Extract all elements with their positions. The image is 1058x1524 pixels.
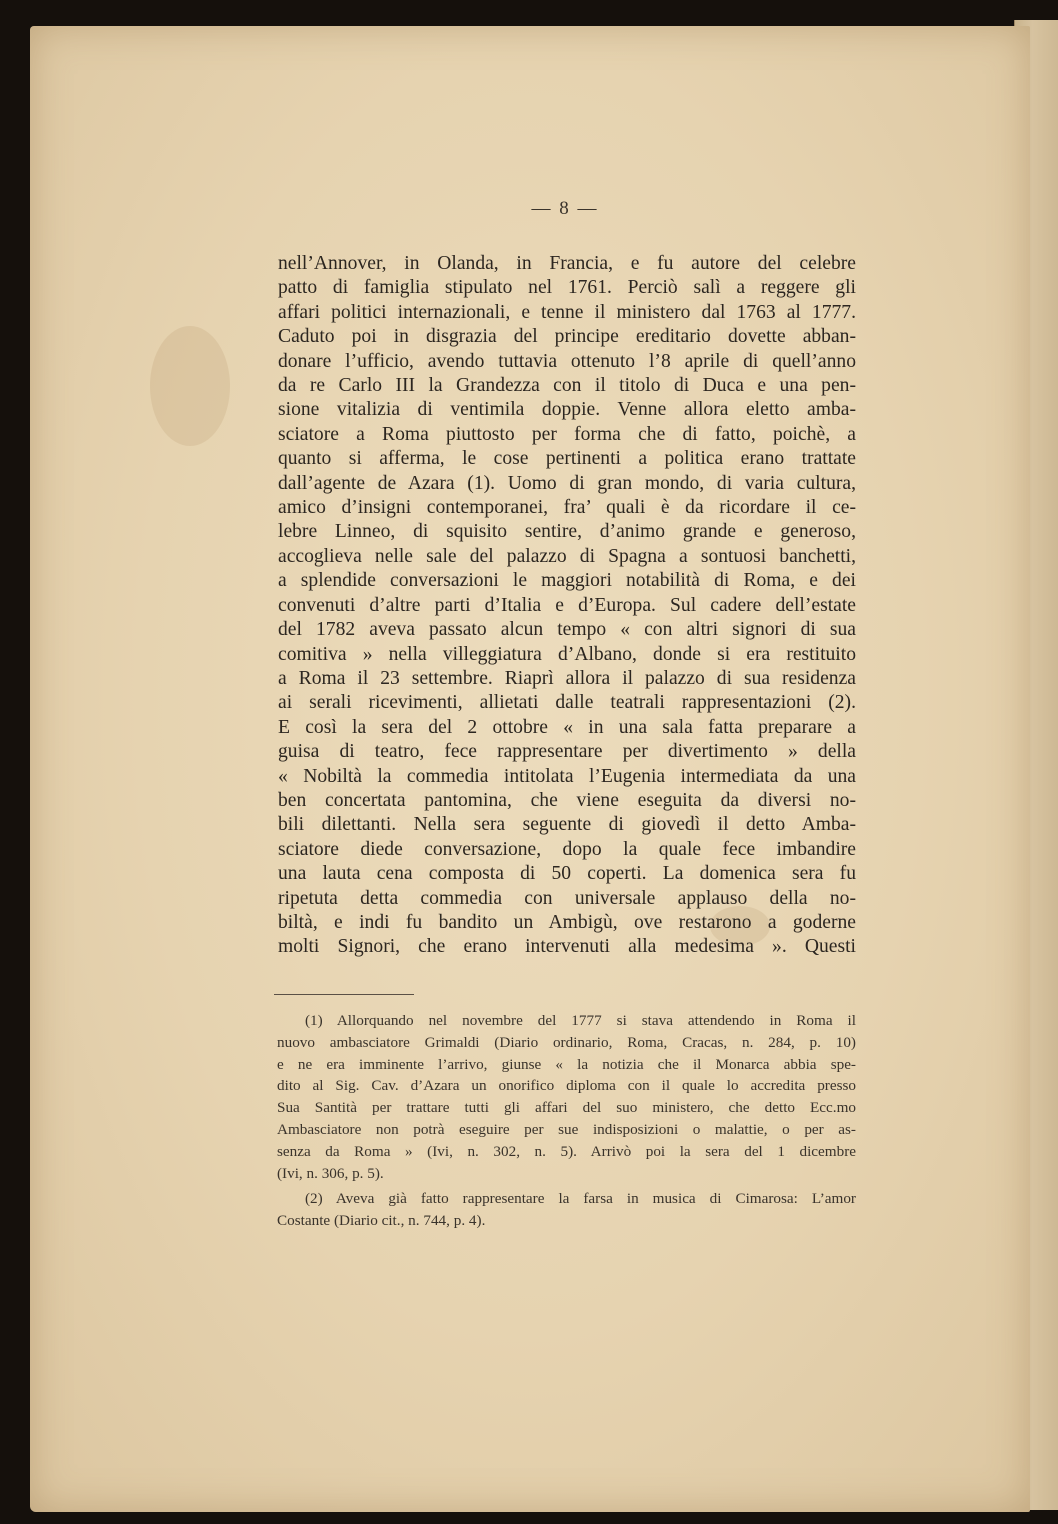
body-line: patto di famiglia stipulato nel 1761. Perciò salì a reggere gli xyxy=(278,277,856,299)
body-line: del 1782 aveva passato alcun tempo « con altri signori di sua xyxy=(278,619,856,641)
body-line: lebre Linneo, di squisito sentire, d’animo grande e generoso, xyxy=(278,521,856,543)
body-line: dall’agente de Azara (1). Uomo di gran mondo, di varia cultura, xyxy=(278,472,856,494)
body-line: sciatore a Roma piuttosto per forma che di fatto, poichè, a xyxy=(278,423,856,445)
body-line: ripetuta detta commedia con universale applauso della no- xyxy=(278,887,856,909)
footnotes xyxy=(277,1010,856,1232)
body-line: da re Carlo III la Grandezza con il titolo di Duca e una pen- xyxy=(278,375,856,397)
body-line: a splendide conversazioni le maggiori notabilità di Roma, e dei xyxy=(278,570,856,592)
body-line: ben concertata pantomina, che viene eseguita da diversi no- xyxy=(278,789,856,811)
body-line: E così la sera del 2 ottobre « in una sala fatta preparare a xyxy=(278,716,856,738)
footnote-line: dito al Sig. Cav. d’Azara un onorifico diploma con il quale lo accredita presso xyxy=(277,1077,856,1095)
body-line: nell’Annover, in Olanda, in Francia, e fu autore del celebre xyxy=(278,253,856,274)
body-line: a Roma il 23 settembre. Riaprì allora il palazzo di sua residenza xyxy=(278,667,856,689)
body-line: Caduto poi in disgrazia del principe ereditario dovette abban- xyxy=(278,326,856,348)
body-line: sione vitalizia di ventimila doppie. Venne allora eletto amba- xyxy=(278,399,856,421)
body-line: biltà, e indi fu bandito un Ambigù, ove restarono a goderne xyxy=(278,911,856,933)
body-line: affari politici internazionali, e tenne il ministero dal 1763 al 1777. xyxy=(278,301,856,323)
footnote-line: Costante (Diario cit., n. 744, p. 4). xyxy=(277,1212,486,1230)
page-number: — 8 — xyxy=(531,198,599,219)
body-line: una lauta cena composta di 50 coperti. La domenica sera fu xyxy=(278,863,856,885)
body-line: quanto si afferma, le cose pertinenti a politica erano trattate xyxy=(278,448,856,470)
footnote-line: e ne era imminente l’arrivo, giunse « la notizia che il Monarca abbia spe- xyxy=(277,1055,856,1073)
body-line: molti Signori, che erano intervenuti alla medesima ». Questi xyxy=(278,936,856,958)
footnote-1 xyxy=(277,1010,856,1184)
body-line: amico d’insigni contemporanei, fra’ quali è da ricordare il ce- xyxy=(278,497,856,519)
body-line: ai serali ricevimenti, allietati dalle teatrali rappresentazioni (2). xyxy=(278,692,856,714)
body-line: accoglieva nelle sale del palazzo di Spagna a sontuosi banchetti, xyxy=(278,545,856,567)
footnote-line: (1) Allorquando nel novembre del 1777 si stava attendendo in Roma il xyxy=(305,1012,856,1029)
footnote-line: (Ivi, n. 306, p. 5). xyxy=(277,1164,384,1182)
body-line: « Nobiltà la commedia intitolata l’Eugenia intermediata da una xyxy=(278,765,856,787)
body-line: donare l’ufficio, avendo tuttavia ottenuto l’8 aprile di quell’anno xyxy=(278,350,856,372)
footnote-line: Ambasciatore non potrà eseguire per sue indisposizioni o malattie, o per as- xyxy=(277,1120,856,1138)
body-line: convenuti d’altre parti d’Italia e d’Europa. Sul cadere dell’estate xyxy=(278,594,856,616)
body-text xyxy=(278,252,856,960)
footnote-line: nuovo ambasciatore Grimaldi (Diario ordinario, Roma, Cracas, n. 284, p. 10) xyxy=(277,1033,856,1051)
footnote-rule xyxy=(274,994,414,995)
footnote-line: Sua Santità per trattare tutti gli affari del suo ministero, che detto Ecc.mo xyxy=(277,1099,856,1117)
body-line: comitiva » nella villeggiatura d’Albano, donde si era restituito xyxy=(278,643,856,665)
body-line: sciatore diede conversazione, dopo la quale fece imbandire xyxy=(278,838,856,860)
body-line: bili dilettanti. Nella sera seguente di giovedì il detto Amba- xyxy=(278,814,856,836)
body-line: guisa di teatro, fece rappresentare per divertimento » della xyxy=(278,741,856,763)
footnote-line: senza da Roma » (Ivi, n. 302, n. 5). Arrivò poi la sera del 1 dicembre xyxy=(277,1142,856,1160)
footnote-2 xyxy=(277,1188,856,1232)
footnote-line: (2) Aveva già fatto rappresentare la farsa in musica di Cimarosa: L’amor xyxy=(305,1190,856,1208)
paper-stain xyxy=(150,326,230,446)
